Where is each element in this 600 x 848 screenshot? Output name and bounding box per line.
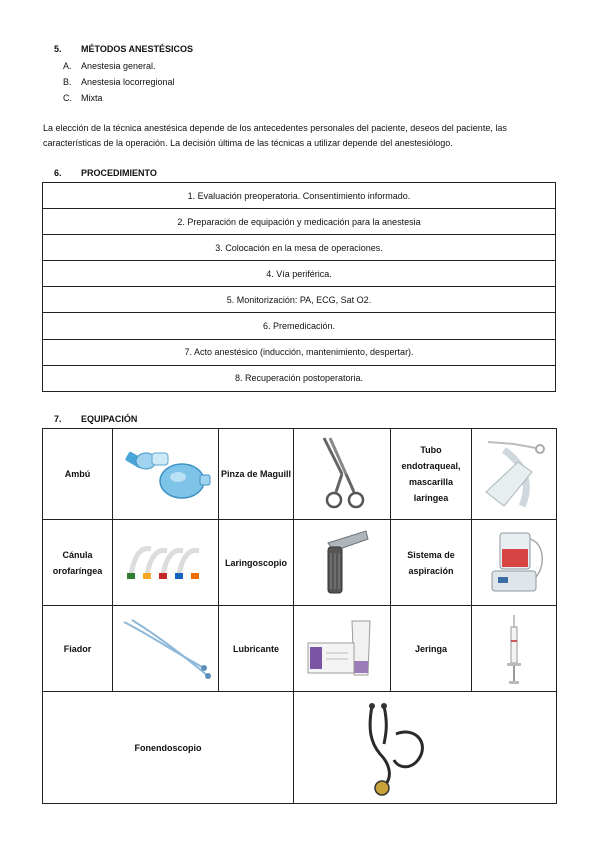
label-jeringa: Jeringa <box>391 606 472 692</box>
table-row <box>43 365 556 391</box>
procedure-step: 6. Premedicación. <box>43 313 556 339</box>
table-row <box>43 209 556 235</box>
procedure-step: 4. Vía periférica. <box>43 261 556 287</box>
aspiracion-image <box>472 520 557 606</box>
table-row <box>43 313 556 339</box>
canula-image <box>113 520 219 606</box>
list-item: B. Anestesia locorregional <box>63 77 175 87</box>
procedure-table <box>42 182 556 392</box>
label-laringoscopio: Laringoscopio <box>219 520 294 606</box>
list-item: A. Anestesia general. <box>63 61 156 71</box>
procedure-step: 2. Preparación de equipación y medicación para la anestesia <box>43 209 556 235</box>
table-row <box>43 606 557 692</box>
section-6-number: 6. <box>54 168 62 178</box>
label-aspiracion: Sistema de aspiración <box>391 520 472 606</box>
label-tubo: Tubo endotraqueal, mascarilla laríngea <box>391 429 472 520</box>
section-7-number: 7. <box>54 414 62 424</box>
table-row <box>43 692 557 804</box>
list-item: C. Mixta <box>63 93 103 103</box>
anesthesia-paragraph: La elección de la técnica anestésica depende de los antecedentes personales del paciente, deseos del paciente, las características de la operación. La decisión última de las técnicas a utilizar depende del anestesiólogo. <box>43 123 507 148</box>
section-7-title: EQUIPACIÓN <box>81 414 138 424</box>
section-5-heading <box>54 44 193 54</box>
fonendoscopio-image <box>294 692 557 804</box>
label-fonendoscopio: Fonendoscopio <box>43 692 294 804</box>
procedure-step: 7. Acto anestésico (inducción, mantenimiento, despertar). <box>43 339 556 365</box>
procedure-step: 8. Recuperación postoperatoria. <box>43 365 556 391</box>
pinza-image <box>294 429 391 520</box>
procedure-step: 3. Colocación en la mesa de operaciones. <box>43 235 556 261</box>
jeringa-image <box>472 606 557 692</box>
section-6-heading <box>54 168 157 178</box>
tubo-image <box>472 429 557 520</box>
fiador-image <box>113 606 219 692</box>
section-6-title: PROCEDIMIENTO <box>81 168 157 178</box>
table-row <box>43 287 556 313</box>
procedure-step: 5. Monitorización: PA, ECG, Sat O2. <box>43 287 556 313</box>
table-row <box>43 235 556 261</box>
label-ambu: Ambú <box>43 429 113 520</box>
table-row <box>43 429 557 520</box>
table-row <box>43 261 556 287</box>
label-canula: Cánula orofaríngea <box>43 520 113 606</box>
table-row <box>43 339 556 365</box>
table-row <box>43 183 556 209</box>
lubricante-image <box>294 606 391 692</box>
laringoscopio-image <box>294 520 391 606</box>
equipment-table <box>42 428 557 804</box>
label-lubricante: Lubricante <box>219 606 294 692</box>
section-7-heading <box>54 414 137 424</box>
label-pinza: Pinza de Maguill <box>219 429 294 520</box>
ambu-image <box>113 429 219 520</box>
section-5-title: MÉTODOS ANESTÉSICOS <box>81 44 194 54</box>
label-fiador: Fiador <box>43 606 113 692</box>
table-row <box>43 520 557 606</box>
section-5-number: 5. <box>54 44 62 54</box>
procedure-step: 1. Evaluación preoperatoria. Consentimiento informado. <box>43 183 556 209</box>
